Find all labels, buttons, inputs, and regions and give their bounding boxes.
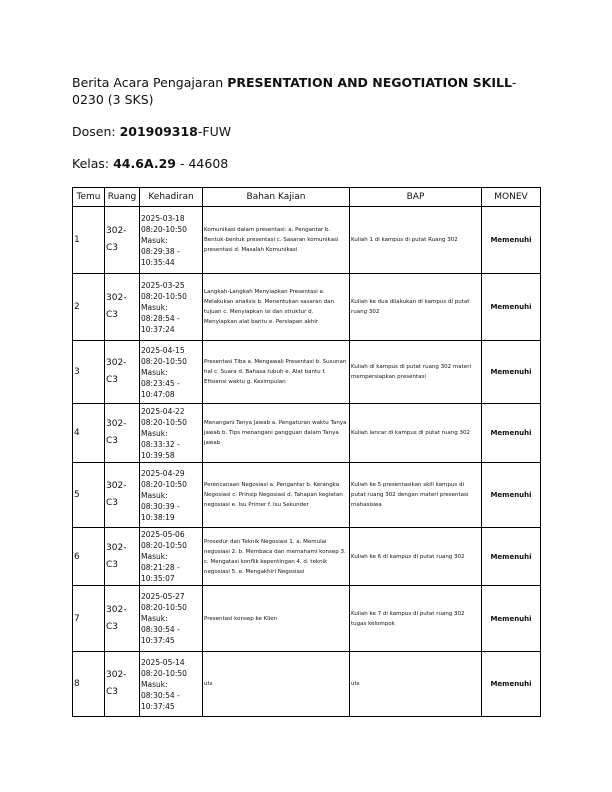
class-label: Kelas: [72, 156, 114, 171]
class-id: - 44608 [176, 156, 229, 171]
table-row [73, 528, 541, 586]
cell-ruang: 302-C3 [105, 207, 140, 274]
cell-bahan-kajian: Perencanaan Negosiasi a. Pengantar b. Kerangka Negosiasi c. Prinsip Negosiasi d. Tahapan kegiatan negosiasi e. Isu Primer f. Isu Sekunder [203, 463, 350, 528]
lecturer-code: -FUW [197, 124, 232, 139]
cell-monev: Memenuhi [482, 652, 541, 717]
cell-ruang: 302-C3 [105, 274, 140, 341]
lecturer-id: 201909318 [119, 124, 198, 139]
cell-bap: Kuliah di kampus di putat ruang 302 materi mempersiapkan presentasi [350, 341, 482, 404]
header-temu: Temu [73, 188, 105, 207]
cell-kehadiran: 2025-05-06 08:20-10:50 Masuk: 08:21:28 - 10:35:07 [140, 528, 203, 586]
cell-ruang: 302-C3 [105, 404, 140, 463]
cell-ruang: 302-C3 [105, 652, 140, 717]
cell-kehadiran: 2025-05-27 08:20-10:50 Masuk: 08:30:54 - 10:37:45 [140, 586, 203, 652]
cell-monev: Memenuhi [482, 274, 541, 341]
cell-temu: 3 [73, 341, 105, 404]
cell-bahan-kajian: Prosedur dan Teknik Negosiasi 1. a. Memulai negosiasi 2. b. Membaca dan memahami konsep 3. c. Mengatasi konflik kepentingan 4. d. teknik negosiasi 5. e. Mengakhiri Negosiasi [203, 528, 350, 586]
table-row [73, 274, 541, 341]
header-bap: BAP [350, 188, 482, 207]
cell-ruang: 302-C3 [105, 341, 140, 404]
cell-bahan-kajian: Langkah-Langkah Menyiapkan Presentasi a. Melakukan analisis b. Menentukan sasaran dan tujuan c. Menyiapkan isi dan struktur d. Menyiapkan alat bantu e. Persiapan akhir [203, 274, 350, 341]
cell-bahan-kajian: Presentasi konsep ke Klien [203, 586, 350, 652]
cell-monev: Memenuhi [482, 341, 541, 404]
cell-bap: Kuliah lancar di kampus di putat ruang 302 [350, 404, 482, 463]
cell-monev: Memenuhi [482, 207, 541, 274]
cell-monev: Memenuhi [482, 586, 541, 652]
cell-monev: Memenuhi [482, 528, 541, 586]
table-row [73, 207, 541, 274]
lecturer-label: Dosen: [72, 124, 120, 139]
cell-kehadiran: 2025-04-15 08:20-10:50 Masuk: 08:23:45 - 10:47:08 [140, 341, 203, 404]
cell-monev: Memenuhi [482, 463, 541, 528]
cell-bahan-kajian: uts [203, 652, 350, 717]
cell-bap: Kuliah ke 6 di kampus di putat ruang 302 [350, 528, 482, 586]
cell-kehadiran: 2025-03-25 08:20-10:50 Masuk: 08:28:54 - 10:37:24 [140, 274, 203, 341]
cell-temu: 7 [73, 586, 105, 652]
cell-temu: 5 [73, 463, 105, 528]
table-row [73, 586, 541, 652]
header-ruang: Ruang [105, 188, 140, 207]
cell-kehadiran: 2025-03-18 08:20-10:50 Masuk: 08:29:38 - 10:35:44 [140, 207, 203, 274]
cell-temu: 6 [73, 528, 105, 586]
cell-temu: 4 [73, 404, 105, 463]
table-row [73, 652, 541, 717]
header-kehadiran: Kehadiran [140, 188, 203, 207]
cell-monev: Memenuhi [482, 404, 541, 463]
lecturer-line [72, 124, 231, 140]
cell-ruang: 302-C3 [105, 463, 140, 528]
cell-bap: Kuliah ke 5 presentasikan skill kampus di putat ruang 302 dengan materi presentasi mahasiswa [350, 463, 482, 528]
cell-kehadiran: 2025-04-22 08:20-10:50 Masuk: 08:33:32 - 10:39:58 [140, 404, 203, 463]
cell-bahan-kajian: Menangani Tanya Jawab a. Pengaturan waktu Tanya jawab b. Tips menangani gangguan dalam Tanya jawab [203, 404, 350, 463]
header-bahan-kajian: Bahan Kajian [203, 188, 350, 207]
table-row [73, 404, 541, 463]
cell-bap: Kuliah 1 di kampus di putat Ruang 302 [350, 207, 482, 274]
cell-temu: 1 [73, 207, 105, 274]
class-code: 44.6A.29 [113, 156, 176, 171]
header-monev: MONEV [482, 188, 541, 207]
course-name: PRESENTATION AND NEGOTIATION SKILL [227, 75, 512, 90]
cell-ruang: 302-C3 [105, 528, 140, 586]
cell-bahan-kajian: Presentasi Tiba a. Mengawali Presentasi b. Susunan hal c. Suara d. Bahasa tubuh e. Alat bantu f. Efisiensi waktu g. Kesimpulan [203, 341, 350, 404]
cell-ruang: 302-C3 [105, 586, 140, 652]
table-row [73, 463, 541, 528]
cell-bahan-kajian: Komunikasi dalam presentasi: a. Pengantar b. Bentuk-bentuk presentasi c. Sasaran komunikasi presentasi d. Masalah Komunikasi [203, 207, 350, 274]
cell-bap: Kuliah ke 7 di kampus di putat ruang 302 tugas kelompok [350, 586, 482, 652]
cell-bap: uts [350, 652, 482, 717]
cell-bap: Kuliah ke dua dilakukan di kampus di putat ruang 302 [350, 274, 482, 341]
table-row [73, 341, 541, 404]
cell-temu: 2 [73, 274, 105, 341]
cell-temu: 8 [73, 652, 105, 717]
course-code-sks: -0230 (3 SKS) [72, 75, 517, 107]
cell-kehadiran: 2025-05-14 08:20-10:50 Masuk: 08:30:54 - 10:37:45 [140, 652, 203, 717]
cell-kehadiran: 2025-04-29 08:20-10:50 Masuk: 08:30:39 - 10:38:19 [140, 463, 203, 528]
attendance-table [72, 187, 541, 717]
table-header-row [73, 188, 541, 207]
title-prefix: Berita Acara Pengajaran [72, 75, 224, 90]
page-title [72, 74, 542, 108]
class-line [72, 156, 228, 172]
